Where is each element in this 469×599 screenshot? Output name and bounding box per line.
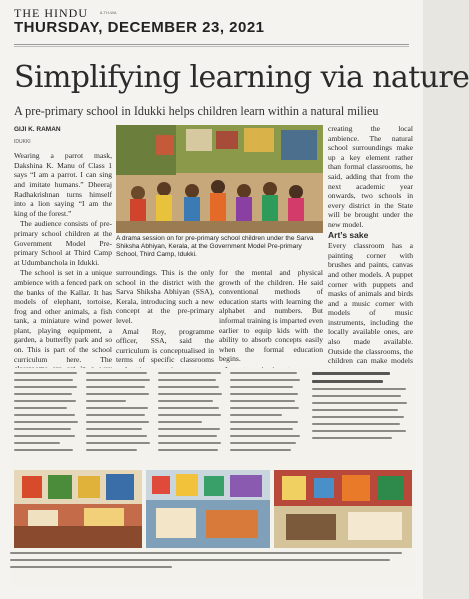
malayalam-column [158,372,224,460]
publication-date: THURSDAY, DECEMBER 23, 2021 [14,19,265,36]
paragraph: Every classroom has a painting corner with brushes and paints, canvas and other models. A puppet corner with puppets and masks of animals and birds and a music corner with models of music instruments, including the locally available ones, are also made available. Outside the classrooms, the children can make models [328,241,413,366]
malayalam-column-headline [312,372,410,460]
paragraph: The audience consists of pre-primary school children at the Government Model Pre-primary School at Third Camp at Udumbanchola in Idukki. [14,219,112,267]
article-column-4 [328,124,413,366]
photo-caption: A drama session on for pre-primary school children under the Sarva Shiksha Abhiyan, Kerala, at the Government Model Pre-primary School, Third Camp, Idukki. [116,235,314,258]
malayalam-column [14,372,80,460]
subhead: Art’s sake [328,229,369,240]
malayalam-column [86,372,152,460]
byline-desk: IDUKKI [14,138,31,145]
paragraph: for the mental and physical growth of the children. He said conventional methods of education starts with learning the alphabet and numbers. But informal training is imparted even earlier to equip kids with the ability to absorb concepts easily when the formal education begins. [219,268,323,364]
article-column-1 [14,124,112,364]
edition-code: 8-TH-WA [100,10,117,15]
paper-name: THE HINDU [14,6,88,20]
photo-classroom-1-icon [14,470,142,548]
masthead-rule-thin [14,46,409,47]
photo-classroom-3-icon [274,470,412,548]
drama-session-photo [116,125,323,233]
headline: Simplifying learning via nature [14,60,469,95]
classroom-photo-3 [274,470,412,548]
photo-classroom-2-icon [146,470,270,548]
classroom-photo-1 [14,470,142,548]
byline: GIJI K. RAMAN [14,126,61,133]
deck: A pre-primary school in Idukki helps children learn within a natural milieu [14,104,379,118]
paragraph: Wearing a parrot mask, Dakshina K. Manu of Class 1 says “I am a parrot. I can sing and imitate humans.” Dheeraj Radhakrishnan turns himself into a lion saying “I am the king of the forest.” [14,151,112,218]
paragraph: surroundings. This is the only school in the district with the Sarva Shiksha Abhiyan (SSA), Kerala, introducing such a new concept at the pre-primary level. [116,268,214,325]
paragraph: Amal Roy, programme officer, SSA, said the curriculum is conceptualised in terms of specific classrooms [116,326,214,365]
paragraph: creating the local ambience. The natural school surroundings make up a key element rather than formal classrooms, he said, adding that from the next academic year onwards, two schools in every district in the State will be brought under the new model. [328,124,413,229]
photo-drama-session-icon [116,125,323,233]
masthead-rule [14,44,409,45]
article-column-3 [219,268,323,364]
paragraph: The school is set in a unique ambience with a fenced park on the banks of the Kallar. It has models of elephant, tortoise, frog and other animals, a fish tank, a miniature wind power plant, playing equipment, a garden, a butterfly park and so on. This is part of the school curriculum here. The [14,268,112,364]
classroom-photo-2 [146,470,270,548]
article-column-2 [116,268,214,365]
malayalam-caption [10,552,414,582]
malayalam-column [230,372,302,460]
